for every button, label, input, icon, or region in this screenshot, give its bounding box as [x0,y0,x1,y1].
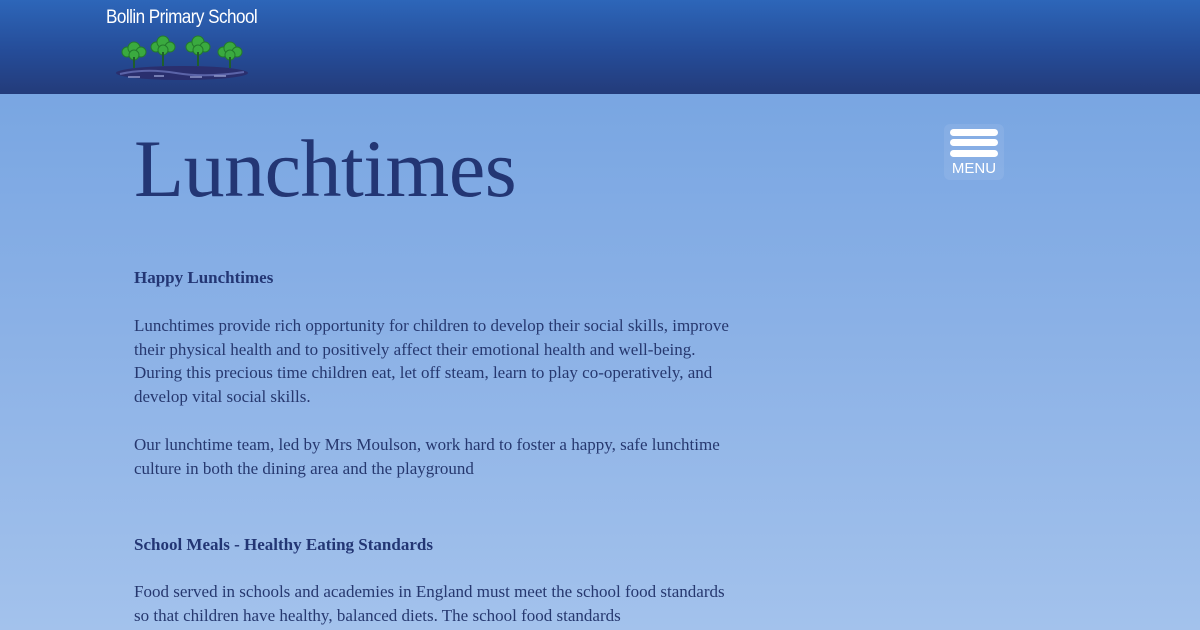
tree-logo-icon [106,35,258,83]
site-header [0,0,1200,94]
school-name: Bollin Primary School [106,7,258,28]
page-content [134,266,734,628]
section-heading-school-meals: School Meals - Healthy Eating Standards [134,534,433,554]
school-logo[interactable] [106,7,258,85]
menu-label: MENU [951,160,997,177]
paragraph-lunchtime-team: Our lunchtime team, led by Mrs Moulson, work hard to foster a happy, safe lunchtime culture in both the dining area and the playground [134,434,720,478]
page-title: Lunchtimes [134,123,517,214]
paragraph-food-standards: Food served in schools and academies in England must meet the school food standards so that children have healthy, balanced diets. The school food standards [134,582,725,626]
menu-button[interactable] [944,124,1004,180]
section-heading-happy-lunchtimes: Happy Lunchtimes [134,268,274,287]
paragraph-lunchtimes-intro: Lunchtimes provide rich opportunity for children to develop their social skills, improve their physical health and to positively affect their emotional health and well-being. During this precious time children eat, let off steam, learn to play co-operatively, and develop vital social skills. [134,315,729,407]
